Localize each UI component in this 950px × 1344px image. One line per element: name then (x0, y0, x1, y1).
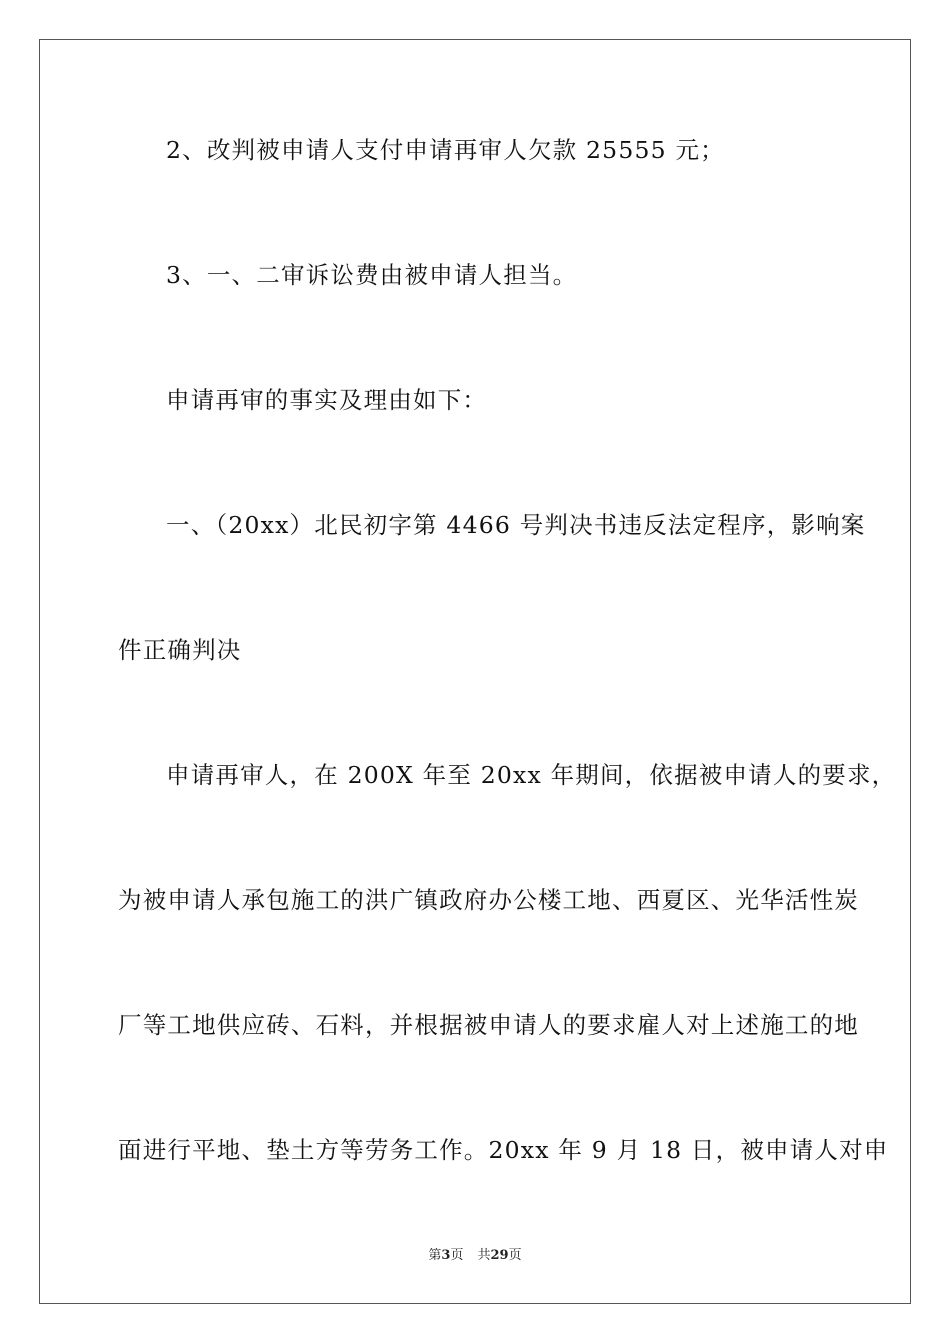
paragraph-line-1: 2、改判被申请人支付申请再审人欠款 25555 元； (166, 136, 725, 164)
footer-page-number: 3 (441, 1248, 451, 1263)
footer-total-prefix: 共 (477, 1248, 491, 1263)
footer-page-suffix: 页 (450, 1248, 464, 1263)
paragraph-line-5: 件正确判决 (118, 636, 242, 664)
paragraph-line-3: 申请再审的事实及理由如下： (166, 386, 488, 414)
paragraph-line-8: 厂等工地供应砖、石料，并根据被申请人的要求雇人对上述施工的地 (118, 1011, 859, 1039)
footer-total-pages: 29 (490, 1248, 509, 1263)
page-border (39, 39, 911, 1304)
paragraph-line-4: 一、（20xx）北民初字第 4466 号判决书违反法定程序，影响案 (166, 511, 866, 539)
paragraph-line-6: 申请再审人，在 200X 年至 20xx 年期间，依据被申请人的要求， (166, 761, 897, 789)
page-footer (0, 1247, 950, 1265)
paragraph-line-2: 3、一、二审诉讼费由被申请人担当。 (166, 261, 578, 289)
footer-page-prefix: 第 (428, 1248, 442, 1263)
footer-total-suffix: 页 (508, 1248, 522, 1263)
paragraph-line-7: 为被申请人承包施工的洪广镇政府办公楼工地、西夏区、光华活性炭 (118, 886, 859, 914)
paragraph-line-9: 面进行平地、垫土方等劳务工作。20xx 年 9 月 18 日，被申请人对申 (118, 1136, 889, 1164)
